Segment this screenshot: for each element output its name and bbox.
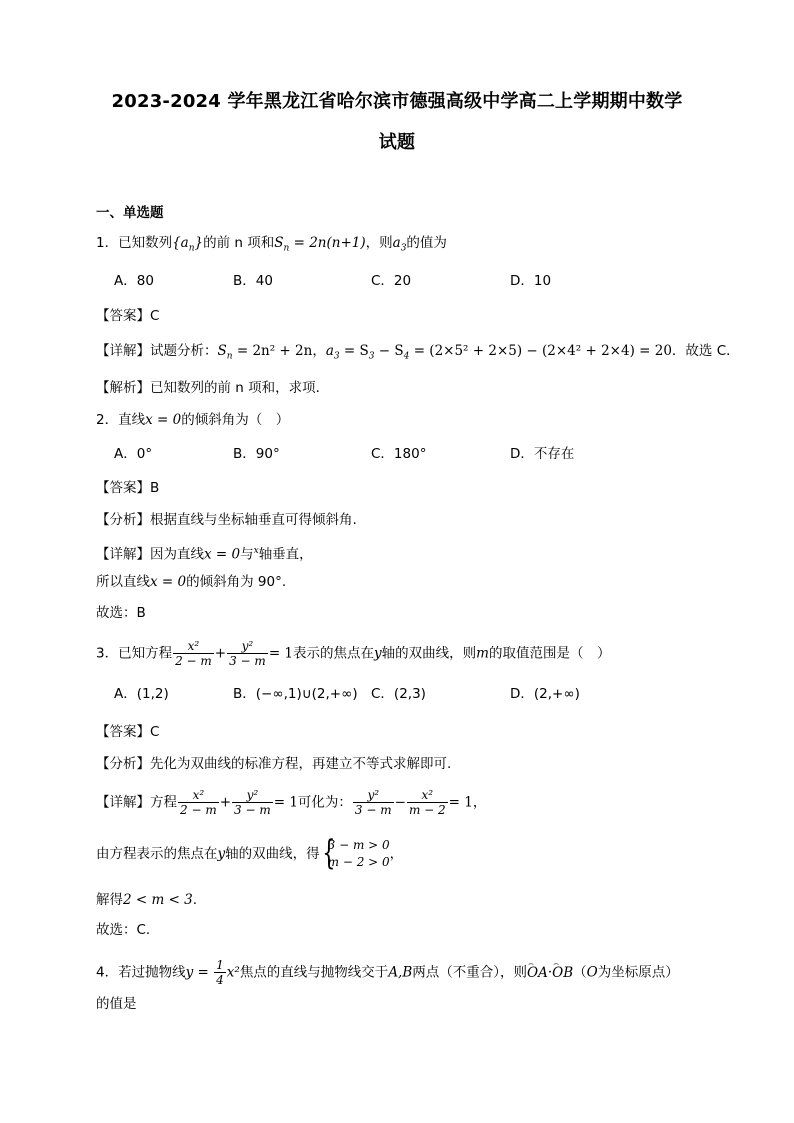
q1-option-b: B．40 <box>233 273 273 289</box>
q1-analysis: 【解析】已知数列的前 n 项和，求项． <box>96 380 330 396</box>
q1-answer: 【答案】C <box>96 308 160 324</box>
q1-option-a: A．80 <box>114 273 154 289</box>
q1-option-c: C．20 <box>371 273 412 289</box>
fraction: $\frac{\text{y²}}{3 - m}$ <box>234 788 271 817</box>
q4-stem: 4．若过抛物线y = $\frac{1}{4}$ x²焦点的直线与抛物线交于A,B两点（不重合），则⌢ OA·⌢ OB（O为坐标原点） <box>96 958 679 987</box>
q3-option-a: A．(1,2) <box>114 686 169 702</box>
fraction: $\frac{\text{x²}}{2 - m}$ <box>175 639 212 668</box>
q2-option-a: A．0° <box>114 446 153 462</box>
q2-option-c: C．180° <box>371 446 427 462</box>
inequality-system: { 3 − m > 0 m − 2 > 0 <box>321 833 390 873</box>
section-heading: 一、单选题 <box>96 205 164 221</box>
q2-fenxi: 【分析】根据直线与坐标轴垂直可得倾斜角. <box>96 512 357 528</box>
analysis-tag: 【解析】 <box>96 380 150 396</box>
fraction: $\frac{\text{y²}}{3 - m}$ <box>229 639 266 668</box>
q2-stem: 2．直线x = 0的倾斜角为（ ） <box>96 412 290 428</box>
detail-tag: 【详解】 <box>96 546 150 563</box>
q2-option-d: D．不存在 <box>510 446 575 462</box>
q3-option-d: D．(2,+∞) <box>510 686 580 702</box>
q2-choose: 故选：B <box>96 605 146 621</box>
q4-stem-line2: 的值是 <box>96 996 137 1012</box>
q3-choose: 故选：C. <box>96 922 151 938</box>
detail-tag: 【详解】 <box>96 343 150 359</box>
fraction: $\frac{\text{x²}}{m - 2}$ <box>408 788 446 817</box>
fenxi-tag: 【分析】 <box>96 756 150 772</box>
fraction: $\frac{1}{4}$ <box>216 958 224 987</box>
q3-answer: 【答案】C <box>96 724 160 740</box>
q3-detail-line2: 由方程表示的焦点在y轴的双曲线，得 { 3 − m > 0 m − 2 > 0 ， <box>96 833 404 873</box>
q1-stem: 1．已知数列$\{a_n\}$的前 n 项和$S_n = 2n(n+1)$，则$a_3$的值为 <box>96 235 447 254</box>
detail-tag: 【详解】 <box>96 794 150 811</box>
document-title-continued: 试题 <box>378 132 416 153</box>
q3-solve: 解得2 < m < 3. <box>96 892 198 908</box>
vector-oa: ⌢ OA <box>527 963 548 983</box>
q1-detail: 【详解】试题分析：$S_n = 2n^2 + 2n$，$a_3 = S_3 - S_4 = (2\times 5^2 + 2\times 5) - (2\times 4^2 + 2\times 4) = 20$．故选 C． <box>96 343 740 362</box>
answer-tag: 【答案】 <box>96 724 150 740</box>
q3-stem: 3．已知方程 $\frac{\text{x²}}{2 - m}$ + $\frac{\text{y²}}{3 - m}$ = 1表示的焦点在y轴的双曲线，则m的取值范围是（ ） <box>96 639 611 668</box>
answer-tag: 【答案】 <box>96 308 150 324</box>
q2-detail-line2: 所以直线x = 0的倾斜角为 90°. <box>96 574 287 590</box>
answer-tag: 【答案】 <box>96 480 150 496</box>
q3-fenxi: 【分析】先化为双曲线的标准方程，再建立不等式求解即可. <box>96 756 452 772</box>
q3-detail: 【详解】方程 $\frac{\text{x²}}{2 - m}$ + $\frac{\text{y²}}{3 - m}$ = 1可化为： $\frac{\text{y²}}{3 - m}$ − $\frac{\text{x²}}{m - 2}$ = 1， <box>96 788 487 817</box>
fraction: $\frac{\text{y²}}{3 - m}$ <box>354 788 392 817</box>
q1-option-d: D．10 <box>510 273 552 289</box>
q3-option-c: C．(2,3) <box>371 686 426 702</box>
left-brace-icon: { <box>321 833 335 873</box>
q3-option-b: B．(−∞,1)∪(2,+∞) <box>233 686 358 702</box>
fenxi-tag: 【分析】 <box>96 512 150 528</box>
q2-detail: 【详解】因为直线x = 0与$^x$轴垂直， <box>96 546 313 563</box>
document-title: 2023-2024 学年黑龙江省哈尔滨市德强高级中学高二上学期期中数学 <box>111 91 683 112</box>
q2-option-b: B．90° <box>233 446 280 462</box>
q2-answer: 【答案】B <box>96 480 160 496</box>
vector-ob: ⌢ OB <box>552 963 573 983</box>
fraction: $\frac{\text{x²}}{2 - m}$ <box>180 788 217 817</box>
